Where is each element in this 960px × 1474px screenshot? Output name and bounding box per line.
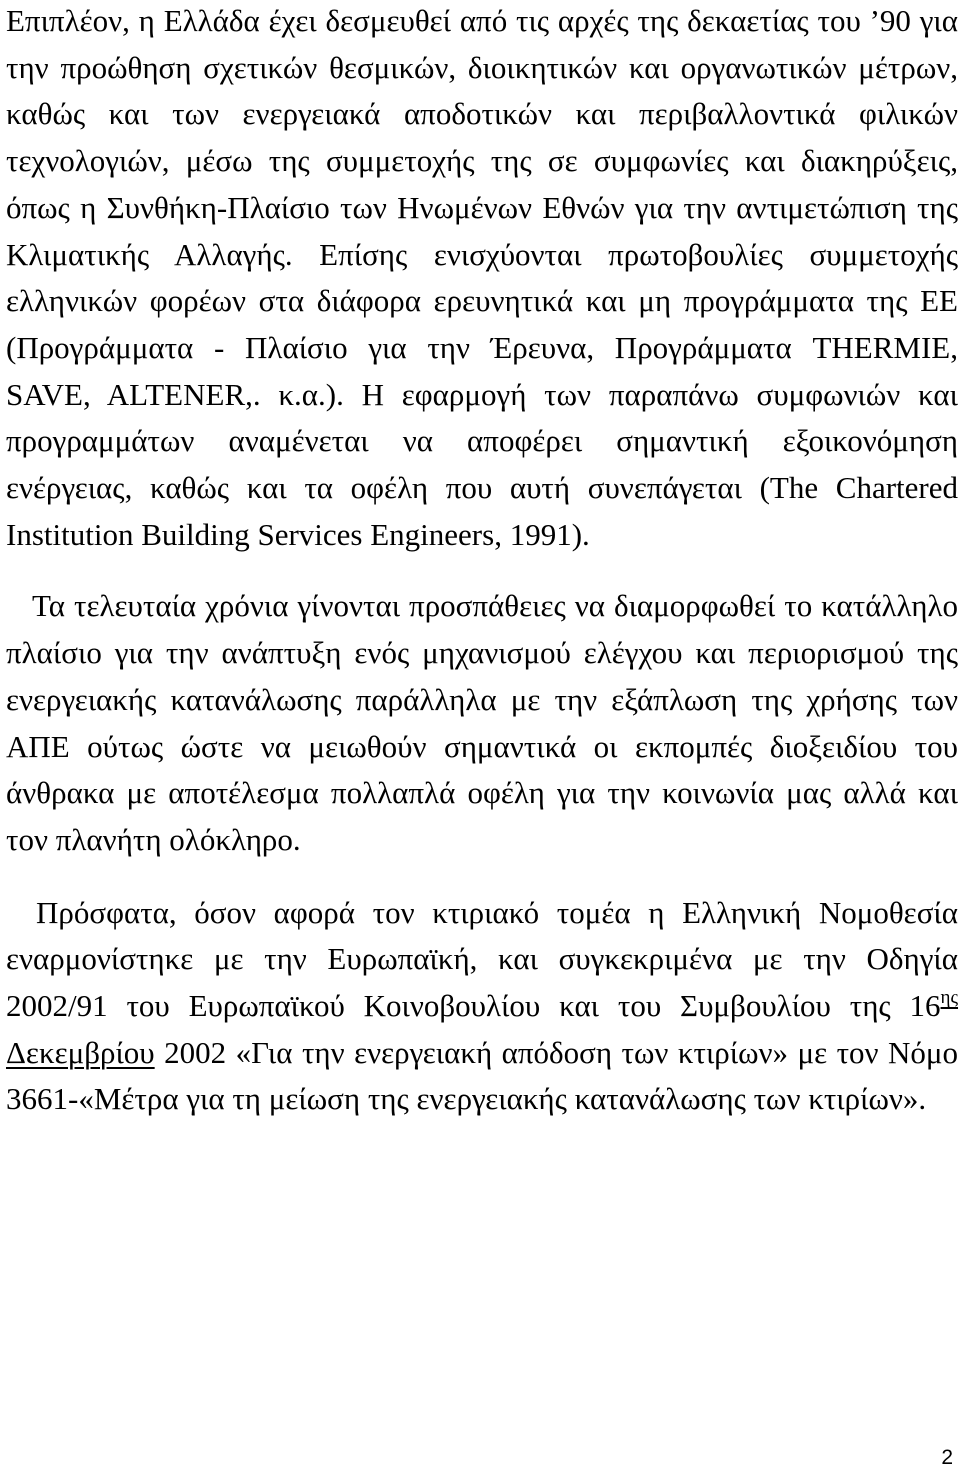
paragraph-building-legislation [6,890,958,1124]
paragraph-international-commitments: Επιπλέον, η Ελλάδα έχει δεσμευθεί από τις αρχές της δεκαετίας του ’90 για την προώθηση σχετικών θεσμικών, διοικητικών και οργανωτικών μέτρων, καθώς και των ενεργειακά αποδοτικών και περιβαλλοντικά φιλικών τεχνολογιών, μέσω της συμμετοχής της σε συμφωνίες και διακηρύξεις, όπως η Συνθήκη-Πλαίσιο των Ηνωμένων Εθνών για την αντιμετώπιση της Κλιματικής Αλλαγής. Επίσης ενισχύονται πρωτοβουλίες συμμετοχής ελληνικών φορέων στα διάφορα ερευνητικά και μη προγράμματα της ΕΕ (Προγράμματα - Πλαίσιο για την Έρευνα, Προγράμματα THERMIE, SAVE, ALTENER,. κ.α.). Η εφαρμογή των παραπάνω συμφωνιών και προγραμμάτων αναμένεται να αποφέρει σημαντική εξοικονόμηση ενέργειας, καθώς και τα οφέλη που αυτή συνεπάγεται (The Chartered Institution Building Services Engineers, 1991). [6,3,958,552]
page-number: 2 [941,1446,953,1469]
date-month-underlined: Δεκεμβρίου [6,1034,155,1070]
legislation-text-after-date: 2002 «Για την ενεργειακή απόδοση των κτιρίων» με τον Νόμο 3661-«Μέτρα για τη μείωση της ενεργειακής κατανάλωσης των κτιρίων». [6,1034,959,1117]
legislation-text-before-date: Πρόσφατα, όσον αφορά τον κτιριακό τομέα η Ελληνική Νομοθεσία εναρμονίστηκε με την Ευρωπαϊκή, και συγκεκριμένα με την Οδηγία 2002/91 του Ευρωπαϊκού Κοινοβουλίου και του Συμβουλίου της [6,894,958,1024]
date-ordinal-suffix: ης [940,987,959,1009]
document-page [6,0,958,1123]
paragraph-energy-framework: Τα τελευταία χρόνια γίνονται προσπάθειες να διαμορφωθεί το κατάλληλο πλαίσιο για την ανάπτυξη ενός μηχανισμού ελέγχου και περιορισμού της ενεργειακής κατανάλωσης παράλληλα με την εξάπλωση της χρήσης των ΑΠΕ ούτως ώστε να μειωθούν σημαντικά οι εκπομπές διοξειδίου του άνθρακα με αποτέλεσμα πολλαπλά οφέλη για την κοινωνία μας αλλά και τον πλανήτη ολόκληρο. [6,588,958,857]
date-day-number: 16 [909,988,941,1024]
